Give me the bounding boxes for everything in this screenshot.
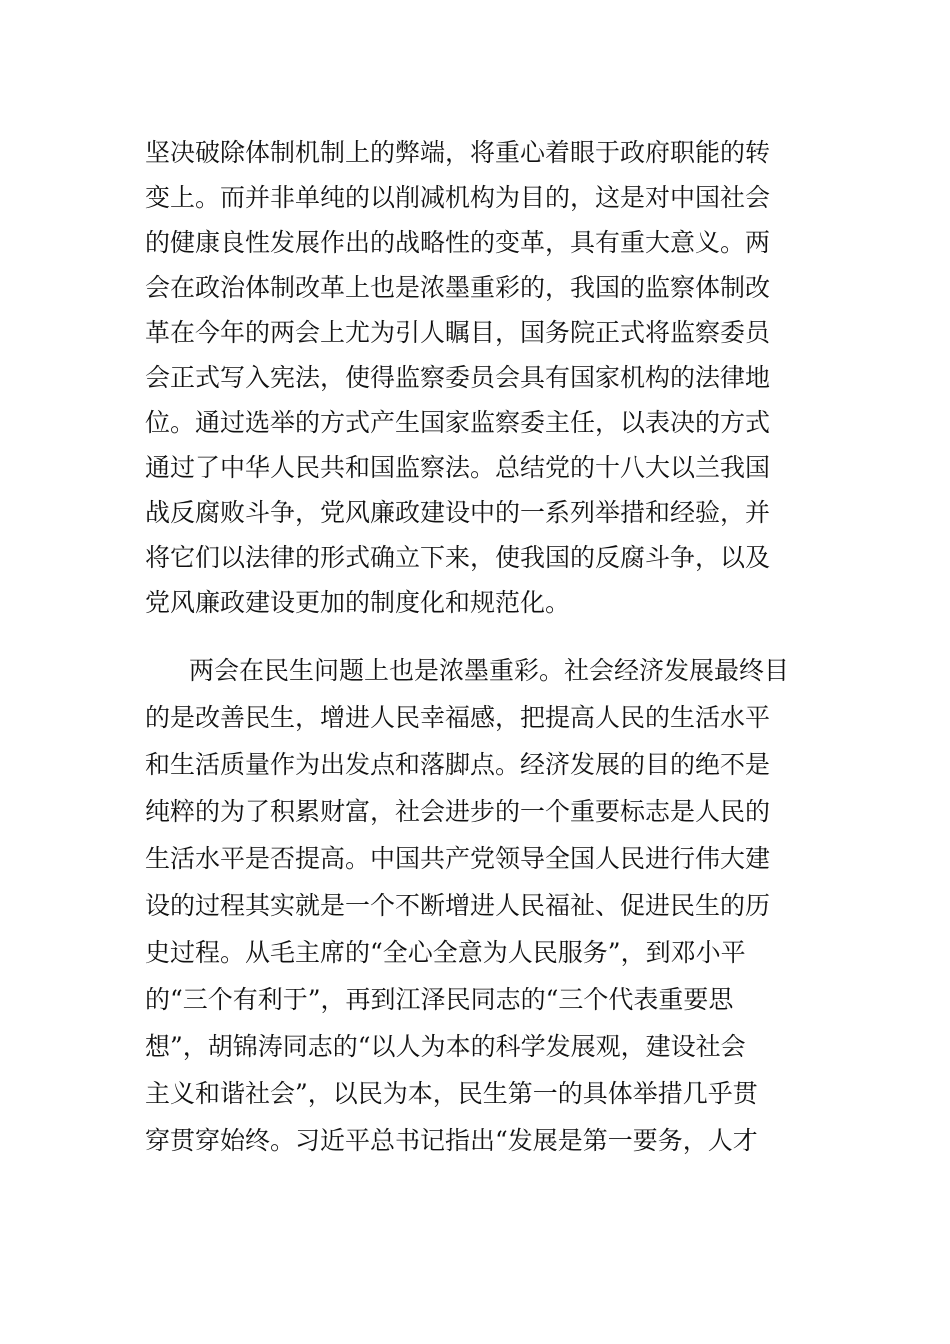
text-line: 主义和谐社会”，以民为本，民生第一的具体举措几乎贯	[145, 1079, 758, 1108]
text-line: 的是改善民生，增进人民幸福感，把提高人民的生活水平	[145, 703, 771, 732]
text-line: 生活水平是否提高。中国共产党领导全国人民进行伟大建	[145, 844, 771, 873]
text-line: 党风廉政建设更加的制度化和规范化。	[145, 588, 571, 617]
text-line: 和生活质量作为出发点和落脚点。经济发展的目的绝不是	[145, 750, 771, 779]
text-line: 将它们以法律的形式确立下来，使我国的反腐斗争，以及	[145, 543, 771, 572]
text-line: 会正式写入宪法，使得监察委员会具有国家机构的法律地	[145, 363, 771, 392]
text-line: 革在今年的两会上尤为引人瞩目，国务院正式将监察委员	[145, 318, 771, 347]
text-line: 想”，胡锦涛同志的“以人为本的科学发展观，建设社会	[145, 1032, 746, 1061]
text-line: 史过程。从毛主席的“全心全意为人民服务”，到邓小平	[145, 938, 746, 967]
text-line: 变上。而并非单纯的以削减机构为目的，这是对中国社会	[145, 183, 771, 212]
text-line: 坚决破除体制机制上的弊端，将重心着眼于政府职能的转	[145, 138, 771, 167]
text-line: 通过了中华人民共和国监察法。总结党的十八大以兰我国	[145, 453, 771, 482]
text-line: 位。通过选举的方式产生国家监察委主任，以表决的方式	[145, 408, 771, 437]
text-line: 的健康良性发展作出的战略性的变革，具有重大意义。两	[145, 228, 771, 257]
text-line: 纯粹的为了积累财富，社会进步的一个重要标志是人民的	[145, 797, 771, 826]
text-line: 战反腐败斗争，党风廉政建设中的一系列举措和经验，并	[145, 498, 771, 527]
paragraph-start-line: 两会在民生问题上也是浓墨重彩。社会经济发展最终目	[189, 656, 790, 685]
text-line: 设的过程其实就是一个不断增进人民福祉、促进民生的历	[145, 891, 771, 920]
text-line: 会在政治体制改革上也是浓墨重彩的，我国的监察体制改	[145, 273, 771, 302]
text-line: 的“三个有利于”，再到江泽民同志的“三个代表重要思	[145, 985, 734, 1014]
text-line: 穿贯穿始终。习近平总书记指出“发展是第一要务，人才	[145, 1126, 758, 1155]
